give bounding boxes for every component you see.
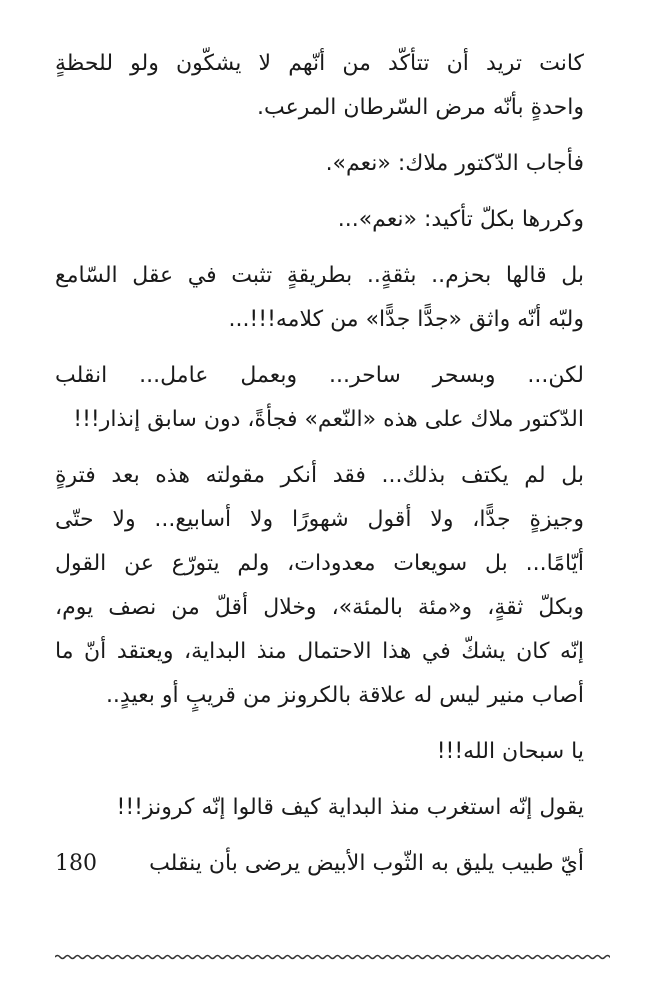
last-line-row [55, 842, 610, 886]
paragraph-4 [55, 254, 610, 342]
text-line: إنّه كان يشكّ في هذا الاحتمال منذ البداية، ويعتقد أنّ ما [55, 639, 584, 664]
paragraph-8 [55, 786, 610, 830]
book-page [55, 42, 610, 886]
paragraph-2 [55, 142, 610, 186]
text-line: بل لم يكتف بذلك... فقد أنكر مقولته هذه بعد فترةٍ [55, 463, 584, 488]
text-line: أصاب منير ليس له علاقة بالكرونز من قريبٍ أو بعيدٍ.. [105, 683, 584, 708]
text-line: فأجاب الدّكتور ملاك: «نعم». [325, 151, 584, 176]
text-line: لكن... وبسحر ساحر... وبعمل عامل... انقلب [55, 363, 584, 388]
wavy-divider [55, 950, 610, 964]
text-line: يقول إنّه استغرب منذ البداية كيف قالوا إنّه كرونز!!! [116, 795, 584, 820]
text-line: وبكلّ ثقةٍ، و«مئة بالمئة»، وخلال أقلّ من نصف يوم، [55, 595, 584, 620]
paragraph-6 [55, 454, 610, 718]
text-line: كانت تريد أن تتأكّد من أنّهم لا يشكّون ولو للحظةٍ [55, 51, 584, 76]
paragraph-3 [55, 198, 610, 242]
text-line: الدّكتور ملاك على هذه «النّعم» فجأةً، دون سابق إنذار!!! [73, 407, 584, 432]
paragraph-5 [55, 354, 610, 442]
text-line: واحدةٍ بأنّه مرض السّرطان المرعب. [257, 95, 584, 120]
text-line: وكررها بكلّ تأكيد: «نعم»... [337, 207, 584, 232]
last-text-line: أيّ طبيب يليق به الثّوب الأبيض يرضى بأن ينقلب [149, 851, 584, 876]
page-number: 180 [55, 851, 97, 876]
text-line: بل قالها بحزم.. بثقةٍ.. بطريقةٍ تثبت في عقل السّامع [55, 263, 584, 288]
text-line: يا سبحان الله!!! [436, 739, 584, 764]
text-line: وجيزةٍ جدًّا، ولا أقول شهورًا ولا أسابيع... ولا حتّى [55, 507, 584, 532]
text-line: أيّامًا... بل سويعات معدودات، ولم يتورّع عن القول [55, 551, 584, 576]
paragraph-1 [55, 42, 610, 130]
text-line: ولبّه أنّه واثق «جدًّا جدًّا» من كلامه!!!... [228, 307, 584, 332]
paragraph-7 [55, 730, 610, 774]
